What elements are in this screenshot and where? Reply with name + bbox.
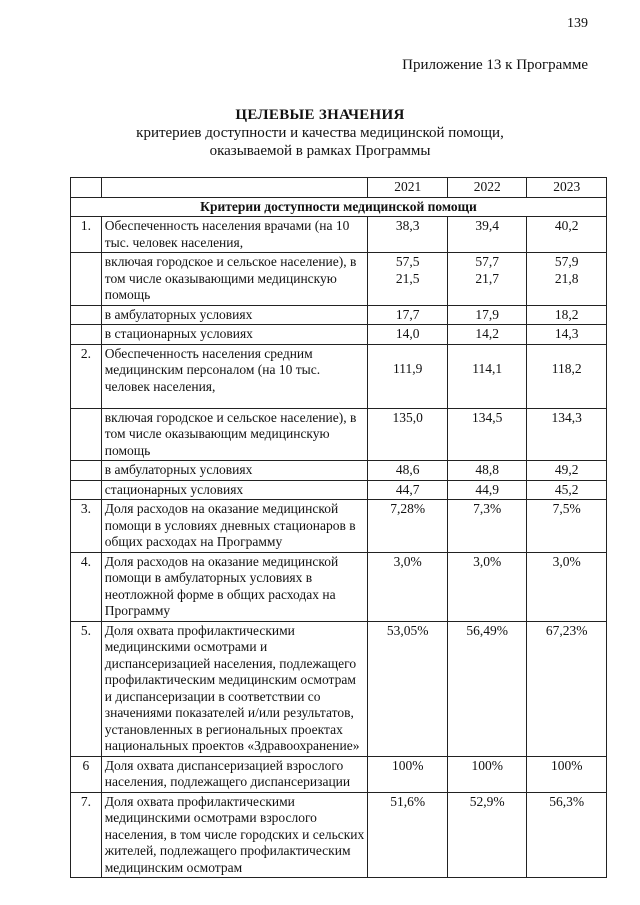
row-criterion: в стационарных условиях [101, 325, 368, 345]
value-2021: 135,0 [368, 408, 448, 461]
row-criterion: Доля охвата профилактическими медицинскими осмотрами и диспансеризацией населения, подлежащего профилактическим медицинским осмотрам и диспансеризации в соответствии со значениями показателей и/или результатов, установленных в региональных проектах национальных проектов «Здравоохранение» [101, 621, 368, 756]
value-2023: 49,2 [527, 461, 607, 481]
criteria-table [70, 177, 607, 878]
title-line-2: оказываемой в рамках Программы [209, 143, 431, 159]
row-number [71, 480, 102, 500]
value-2022: 17,9 [447, 305, 527, 325]
row-criterion: стационарных условиях [101, 480, 368, 500]
value-2023: 134,3 [527, 408, 607, 461]
value-2023: 14,3 [527, 325, 607, 345]
page-number: 139 [567, 16, 588, 31]
row-number [71, 253, 102, 306]
table-row [71, 552, 607, 621]
row-criterion: Обеспеченность населения врачами (на 10 тыс. человек населения, [101, 217, 368, 253]
value-2022: 44,9 [447, 480, 527, 500]
table-row [71, 461, 607, 481]
row-number [71, 461, 102, 481]
table-row [71, 756, 607, 792]
row-criterion: Обеспеченность населения средним медицинским персоналом (на 10 тыс. человек населения, [101, 344, 368, 408]
title-main: ЦЕЛЕВЫЕ ЗНАЧЕНИЯ [235, 107, 405, 123]
row-number: 5. [71, 621, 102, 756]
value-2021: 14,0 [368, 325, 448, 345]
row-number: 1. [71, 217, 102, 253]
value-2023: 56,3% [527, 792, 607, 878]
value-2022: 14,2 [447, 325, 527, 345]
table-row [71, 408, 607, 461]
value-2021: 17,7 [368, 305, 448, 325]
value-2021: 53,05% [368, 621, 448, 756]
header-text-cell [101, 178, 368, 198]
row-criterion: Доля расходов на оказание медицинской помощи в условиях дневных стационаров в общих расходах на Программу [101, 500, 368, 553]
section-header-row [71, 197, 607, 217]
row-number: 3. [71, 500, 102, 553]
table-row [71, 325, 607, 345]
value-2023: 100% [527, 756, 607, 792]
value-2021: 3,0% [368, 552, 448, 621]
appendix-label: Приложение 13 к Программе [402, 57, 588, 73]
row-criterion: в амбулаторных условиях [101, 461, 368, 481]
row-criterion: Доля охвата профилактическими медицинскими осмотрами взрослого населения, в том числе городских и сельских жителей, подлежащего профилактическим медицинским осмотрам [101, 792, 368, 878]
value-2022: 134,5 [447, 408, 527, 461]
table-row [71, 480, 607, 500]
value-2022: 100% [447, 756, 527, 792]
row-number: 2. [71, 344, 102, 408]
row-criterion: Доля охвата диспансеризацией взрослого населения, подлежащего диспансеризации [101, 756, 368, 792]
value-2023: 45,2 [527, 480, 607, 500]
header-year-2021: 2021 [368, 178, 448, 198]
header-year-2022: 2022 [447, 178, 527, 198]
table-row [71, 305, 607, 325]
row-number: 4. [71, 552, 102, 621]
header-num-cell [71, 178, 102, 198]
value-2022: 7,3% [447, 500, 527, 553]
table-row [71, 217, 607, 253]
document-title [0, 107, 640, 160]
value-2021: 7,28% [368, 500, 448, 553]
value-2022: 52,9% [447, 792, 527, 878]
value-2021: 38,3 [368, 217, 448, 253]
value-2023: 18,2 [527, 305, 607, 325]
value-2022: 56,49% [447, 621, 527, 756]
table-row [71, 792, 607, 878]
value-2023: 3,0% [527, 552, 607, 621]
title-line-1: критериев доступности и качества медицинской помощи, [136, 125, 504, 141]
value-2021: 100% [368, 756, 448, 792]
table-row [71, 500, 607, 553]
value-2023: 7,5% [527, 500, 607, 553]
row-number: 7. [71, 792, 102, 878]
row-criterion: включая городское и сельское население), в том числе оказывающими медицинскую помощь [101, 253, 368, 306]
value-2021: 57,5 21,5 [368, 253, 448, 306]
row-number: 6 [71, 756, 102, 792]
row-criterion: Доля расходов на оказание медицинской помощи в амбулаторных условиях в неотложной форме в общих расходах на Программу [101, 552, 368, 621]
value-2022: 114,1 [447, 344, 527, 408]
row-number [71, 325, 102, 345]
value-2022: 57,7 21,7 [447, 253, 527, 306]
row-number [71, 305, 102, 325]
row-number [71, 408, 102, 461]
row-criterion: включая городское и сельское население), в том числе оказывающим медицинскую помощь [101, 408, 368, 461]
value-2021: 111,9 [368, 344, 448, 408]
value-2023: 67,23% [527, 621, 607, 756]
value-2022: 48,8 [447, 461, 527, 481]
header-year-2023: 2023 [527, 178, 607, 198]
value-2023: 40,2 [527, 217, 607, 253]
value-2021: 51,6% [368, 792, 448, 878]
table-row [71, 344, 607, 408]
value-2023: 57,9 21,8 [527, 253, 607, 306]
value-2021: 48,6 [368, 461, 448, 481]
value-2023: 118,2 [527, 344, 607, 408]
value-2022: 3,0% [447, 552, 527, 621]
row-criterion: в амбулаторных условиях [101, 305, 368, 325]
table-header-row [71, 178, 607, 198]
section-title: Критерии доступности медицинской помощи [71, 197, 607, 217]
value-2022: 39,4 [447, 217, 527, 253]
table-row [71, 621, 607, 756]
table-row [71, 253, 607, 306]
value-2021: 44,7 [368, 480, 448, 500]
